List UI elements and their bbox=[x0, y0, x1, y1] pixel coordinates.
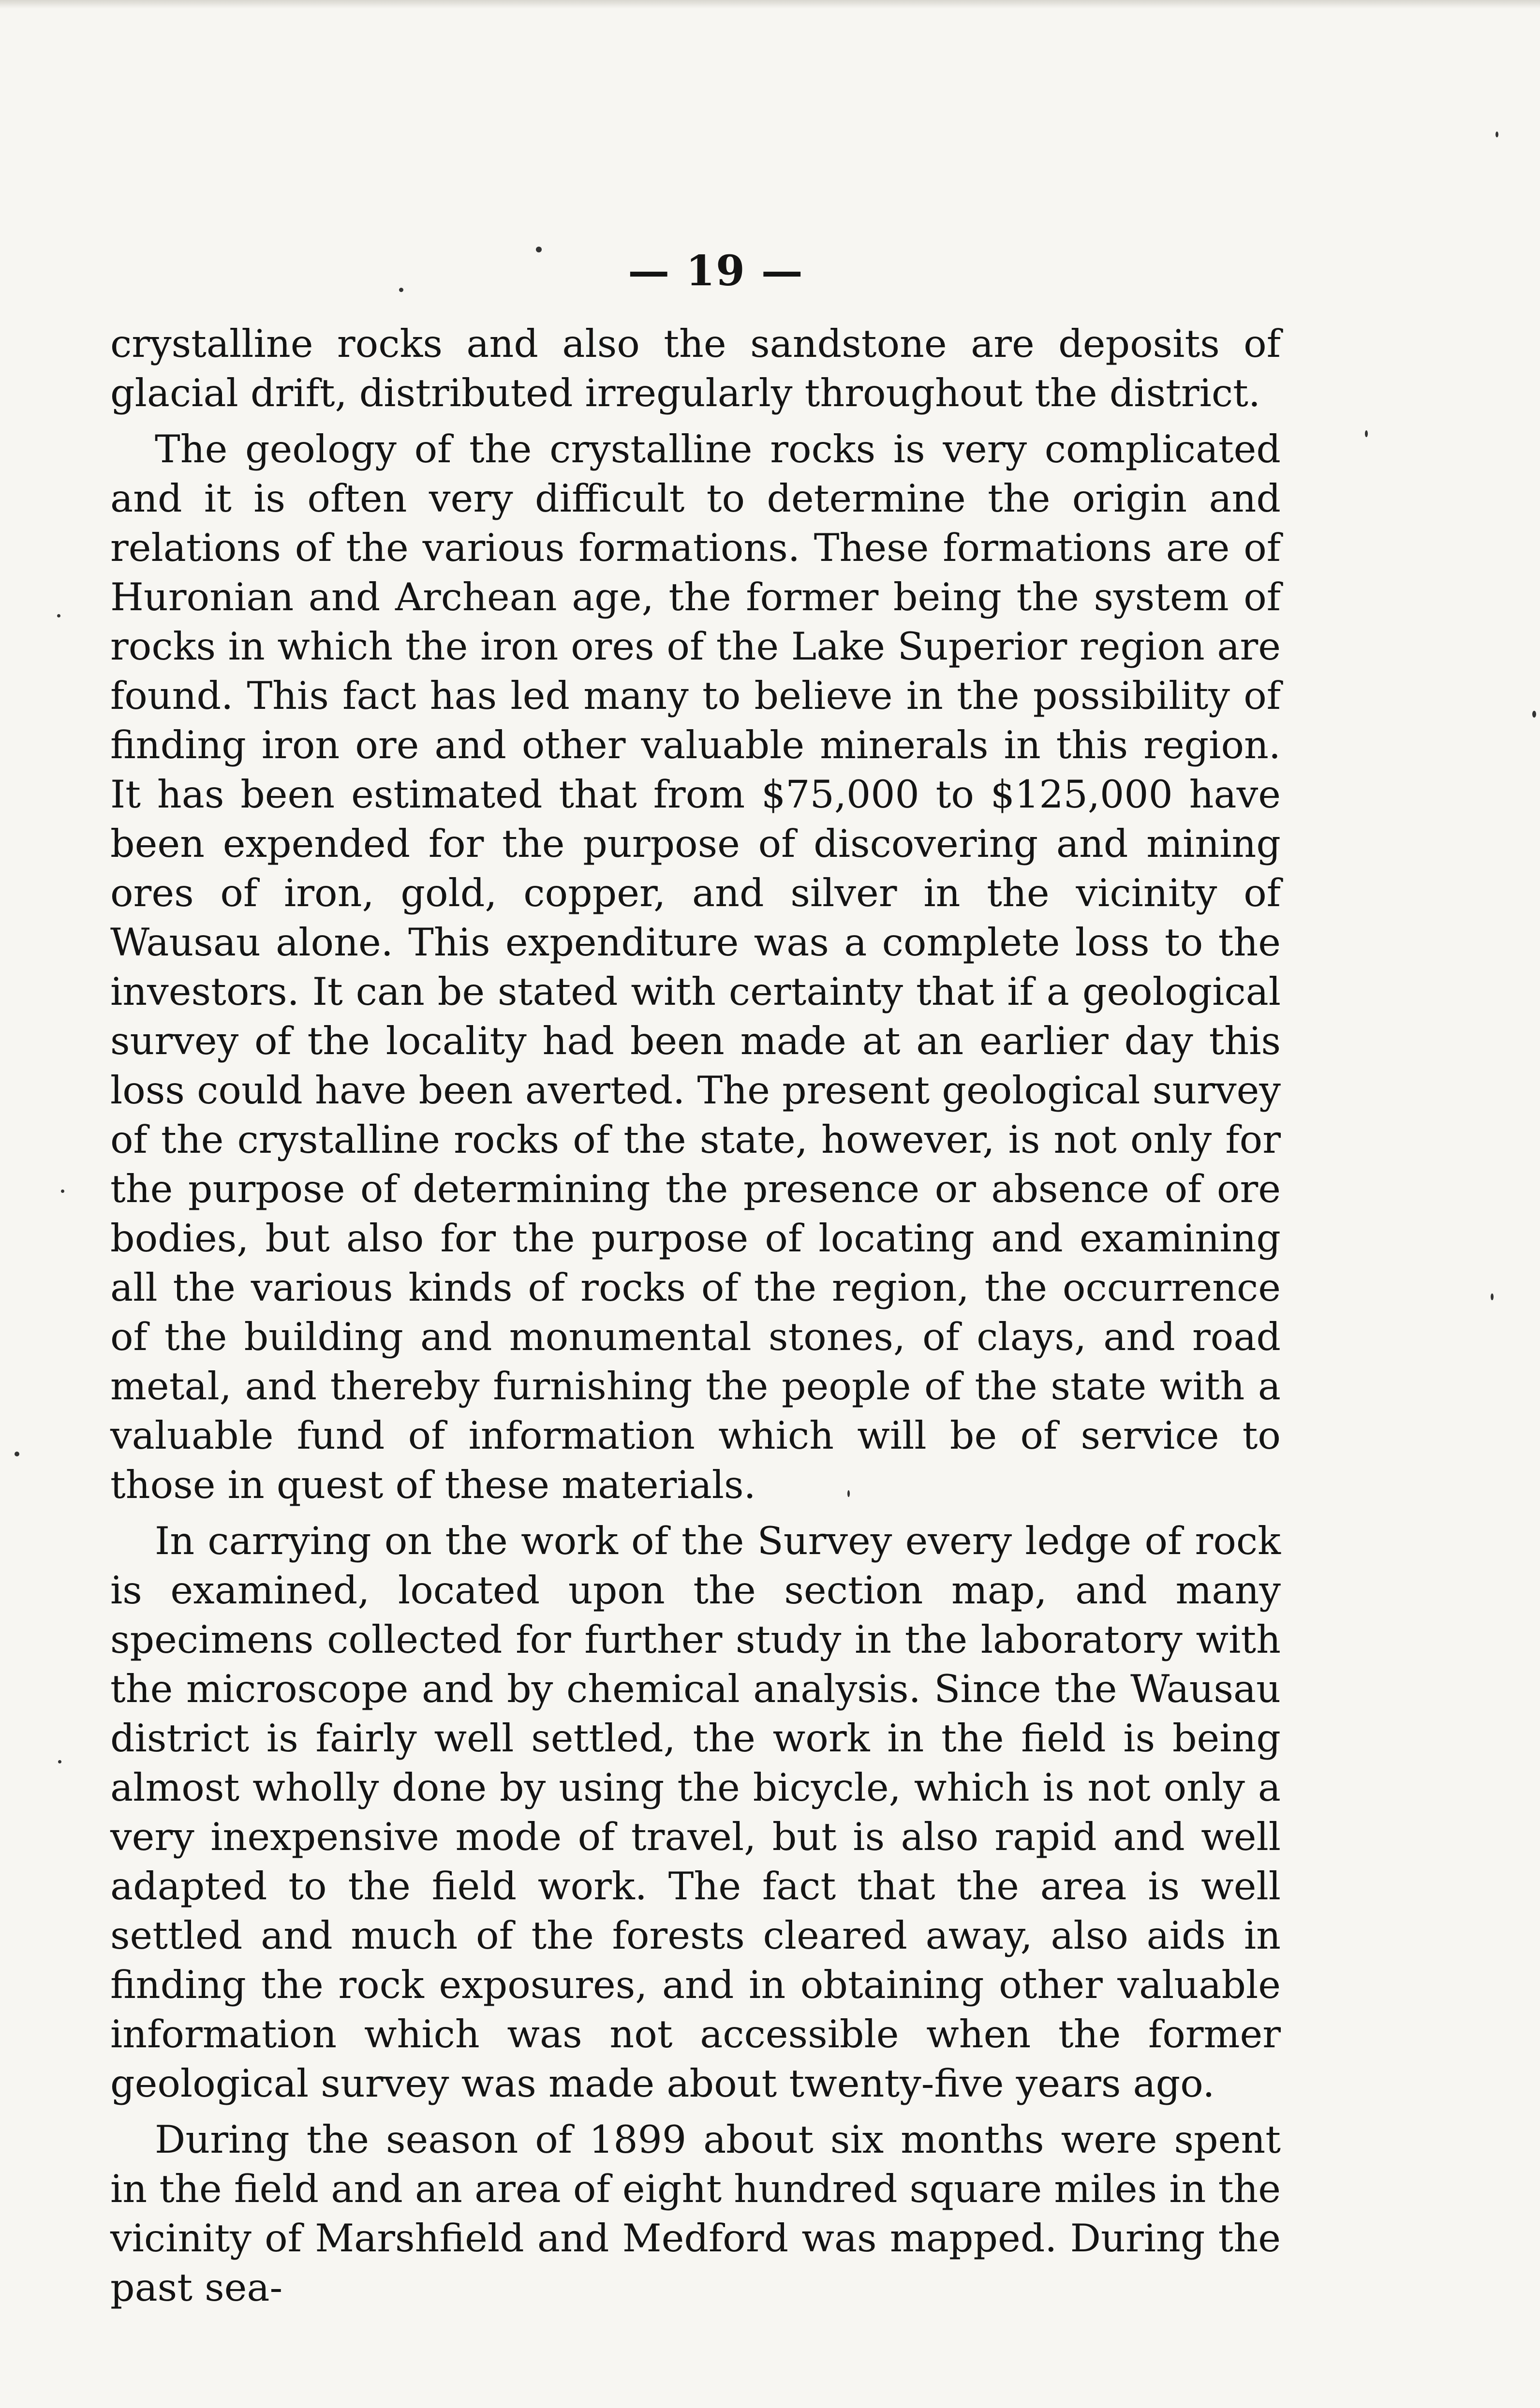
paragraph-geology: The geology of the crystalline rocks is very complicated and it is often very difficult to determine the origin and relations of the various formations. These formations are of Huronian and Archean age, the former being the system of rocks in which the iron ores of the Lake Superior region are found. This fact has led many to believe in the possibility of finding iron ore and other valuable minerals in this region. It has been estimated that from $75,000 to $125,000 have been expended for the purpose of discovering and mining ores of iron, gold, copper, and silver in the vicinity of Wausau alone. This expenditure was a complete loss to the investors. It can be stated with certainty that if a geological survey of the locality had been made at an earlier day this loss could have been averted. The present geological survey of the crystalline rocks of the state, however, is not only for the purpose of determining the presence or absence of ore bodies, but also for the purpose of locating and examining all the various kinds of rocks of the region, the occurrence of the building and monumental stones, of clays, and road metal, and thereby furnishing the people of the state with a valuable fund of information which will be of service to those in quest of these materials. bbox=[110, 427, 1281, 1507]
scan-speck bbox=[57, 614, 60, 617]
scan-top-edge bbox=[0, 0, 1540, 9]
body-text bbox=[110, 319, 1281, 2319]
paragraph-season-1899: During the season of 1899 about six months were spent in the field and an area of eight hundred square miles in the vicinity of Marshfield and Medford was mapped. During the past sea- bbox=[110, 2117, 1281, 2310]
paragraph-continued: crystalline rocks and also the sandstone are deposits of glacial drift, distributed irregularly throughout the district. bbox=[110, 322, 1281, 415]
scan-speck bbox=[399, 288, 403, 292]
scan-speck bbox=[1365, 430, 1368, 437]
scan-speck bbox=[15, 1452, 19, 1456]
scan-speck bbox=[1496, 132, 1498, 137]
scan-speck bbox=[847, 1490, 850, 1497]
scan-speck bbox=[536, 247, 542, 252]
page-number: — 19 — bbox=[628, 247, 804, 295]
paragraph-survey-work: In carrying on the work of the Survey every ledge of rock is examined, located upon the section map, and many specimens collected for further study in the laboratory with the microscope and by chemical analysis. Since the Wausau district is fairly well settled, the work in the field is being almost wholly done by using the bicycle, which is not only a very inexpensive mode of travel, but is also rapid and well adapted to the field work. The fact that the area is well settled and much of the forests cleared away, also aids in finding the rock exposures, and in obtaining other valuable information which was not accessible when the former geological survey was made about twenty-five years ago. bbox=[110, 1519, 1281, 2106]
scan-speck bbox=[61, 1189, 64, 1193]
scan-speck bbox=[1491, 1293, 1494, 1300]
scan-speck bbox=[58, 1760, 61, 1763]
scan-speck bbox=[1532, 711, 1536, 718]
